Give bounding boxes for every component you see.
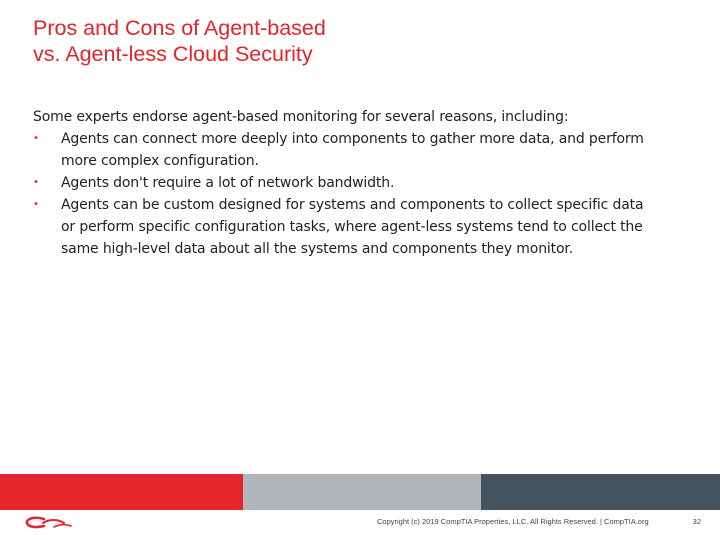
bullet-line: same high-level data about all the systems and components they monitor.: [61, 241, 574, 257]
bullet-item: [33, 194, 693, 260]
title-line: vs. Agent-less Cloud Security: [33, 42, 313, 66]
intro-text: Some experts endorse agent-based monitoring for several reasons, including:: [33, 109, 569, 125]
bullet-icon: •: [33, 133, 39, 144]
footer-copyright: Copyright (c) 2019 CompTIA Properties, LLC. All Rights Reserved. | CompTIA.org: [377, 517, 649, 526]
footer-bar-slate: [481, 474, 720, 510]
page-number: 32: [692, 517, 701, 526]
title-line: Pros and Cons of Agent-based: [33, 16, 326, 40]
bullet-line: more complex configuration.: [61, 153, 259, 169]
bullet-item: [33, 172, 693, 194]
footer-bar-gray: [243, 474, 481, 510]
slide-body: [33, 106, 693, 260]
bullet-line: Agents don't require a lot of network bandwidth.: [61, 175, 395, 191]
bullet-icon: •: [33, 199, 39, 210]
bullet-line: or perform specific configuration tasks, where agent-less systems tend to collect the: [61, 219, 643, 235]
bullet-item: [33, 128, 693, 172]
comptia-logo-icon: [24, 516, 74, 530]
slide-title: [33, 15, 633, 67]
bullet-list: [33, 128, 693, 260]
bullet-icon: •: [33, 177, 39, 188]
footer-bar-red: [0, 474, 243, 510]
bullet-line: Agents can connect more deeply into components to gather more data, and perform: [61, 131, 644, 147]
bullet-line: Agents can be custom designed for systems and components to collect specific data: [61, 197, 644, 213]
